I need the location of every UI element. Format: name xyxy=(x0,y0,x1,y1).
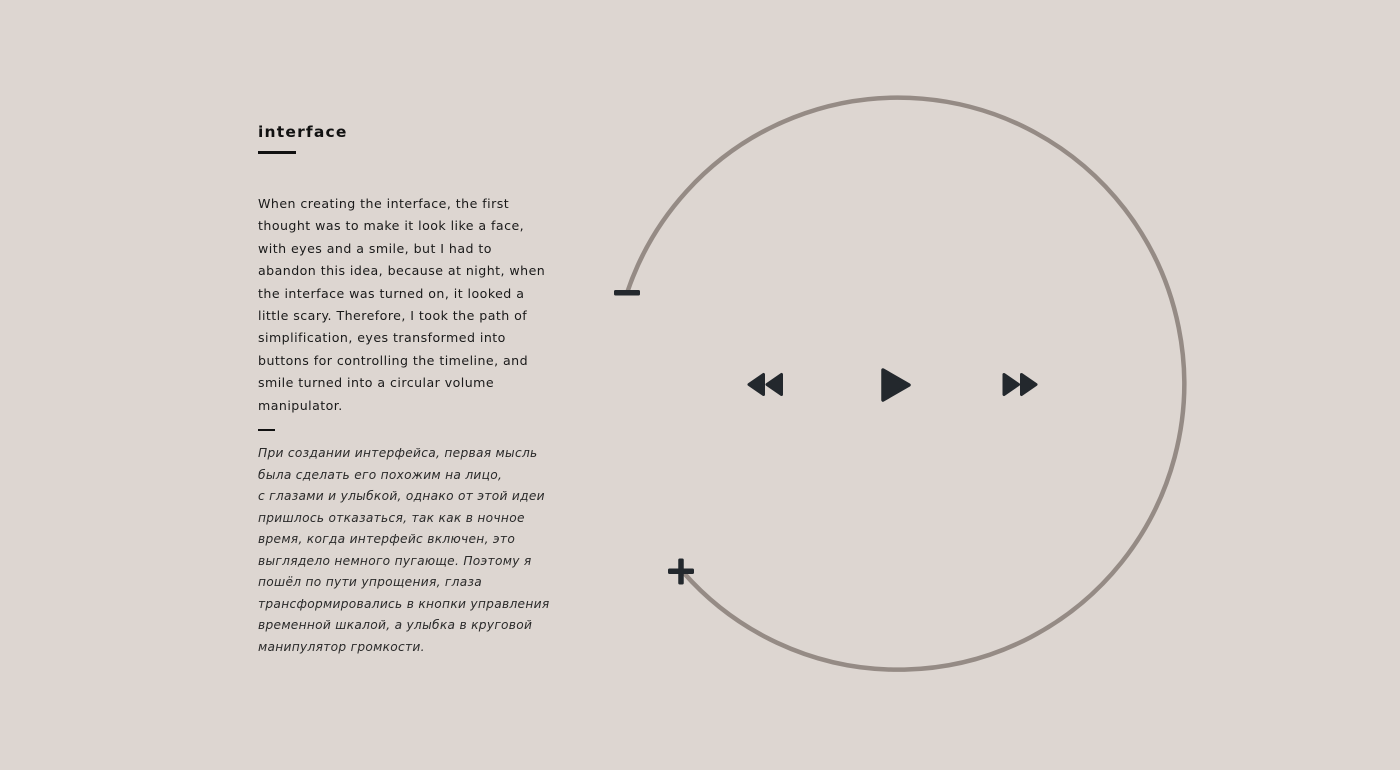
section-heading: interface xyxy=(258,123,348,141)
play-button[interactable] xyxy=(883,370,909,400)
rewind-icon xyxy=(749,375,782,395)
minus-icon[interactable] xyxy=(614,290,640,296)
description-english: When creating the interface, the first thought was to make it look like a face, with eyes and a smile, but I had to abandon this idea, because at night, when the interface was turned on, it looked a little scary. Therefore, I took the path of simplification, eyes transformed into buttons for controlling the timeline, and smile turned into a circular volume manipulator. xyxy=(258,196,546,413)
fast-forward-button[interactable] xyxy=(1004,375,1036,395)
fast-forward-icon xyxy=(1004,375,1036,395)
description-russian: При создании интерфейса, первая мысль была сделать его похожим на лицо, с глазами и улыбкой, однако от этой идеи пришлось отказаться, так как в ночное время, когда интерфейс включен, это выглядело немного пугающе. Поэтому я пошёл по пути упрощения, глаза трансформировались в кнопки управления временной шкалой, а улыбка в круговой манипулятор громкости. xyxy=(258,446,550,654)
rewind-button[interactable] xyxy=(749,375,782,395)
play-icon xyxy=(883,370,909,400)
